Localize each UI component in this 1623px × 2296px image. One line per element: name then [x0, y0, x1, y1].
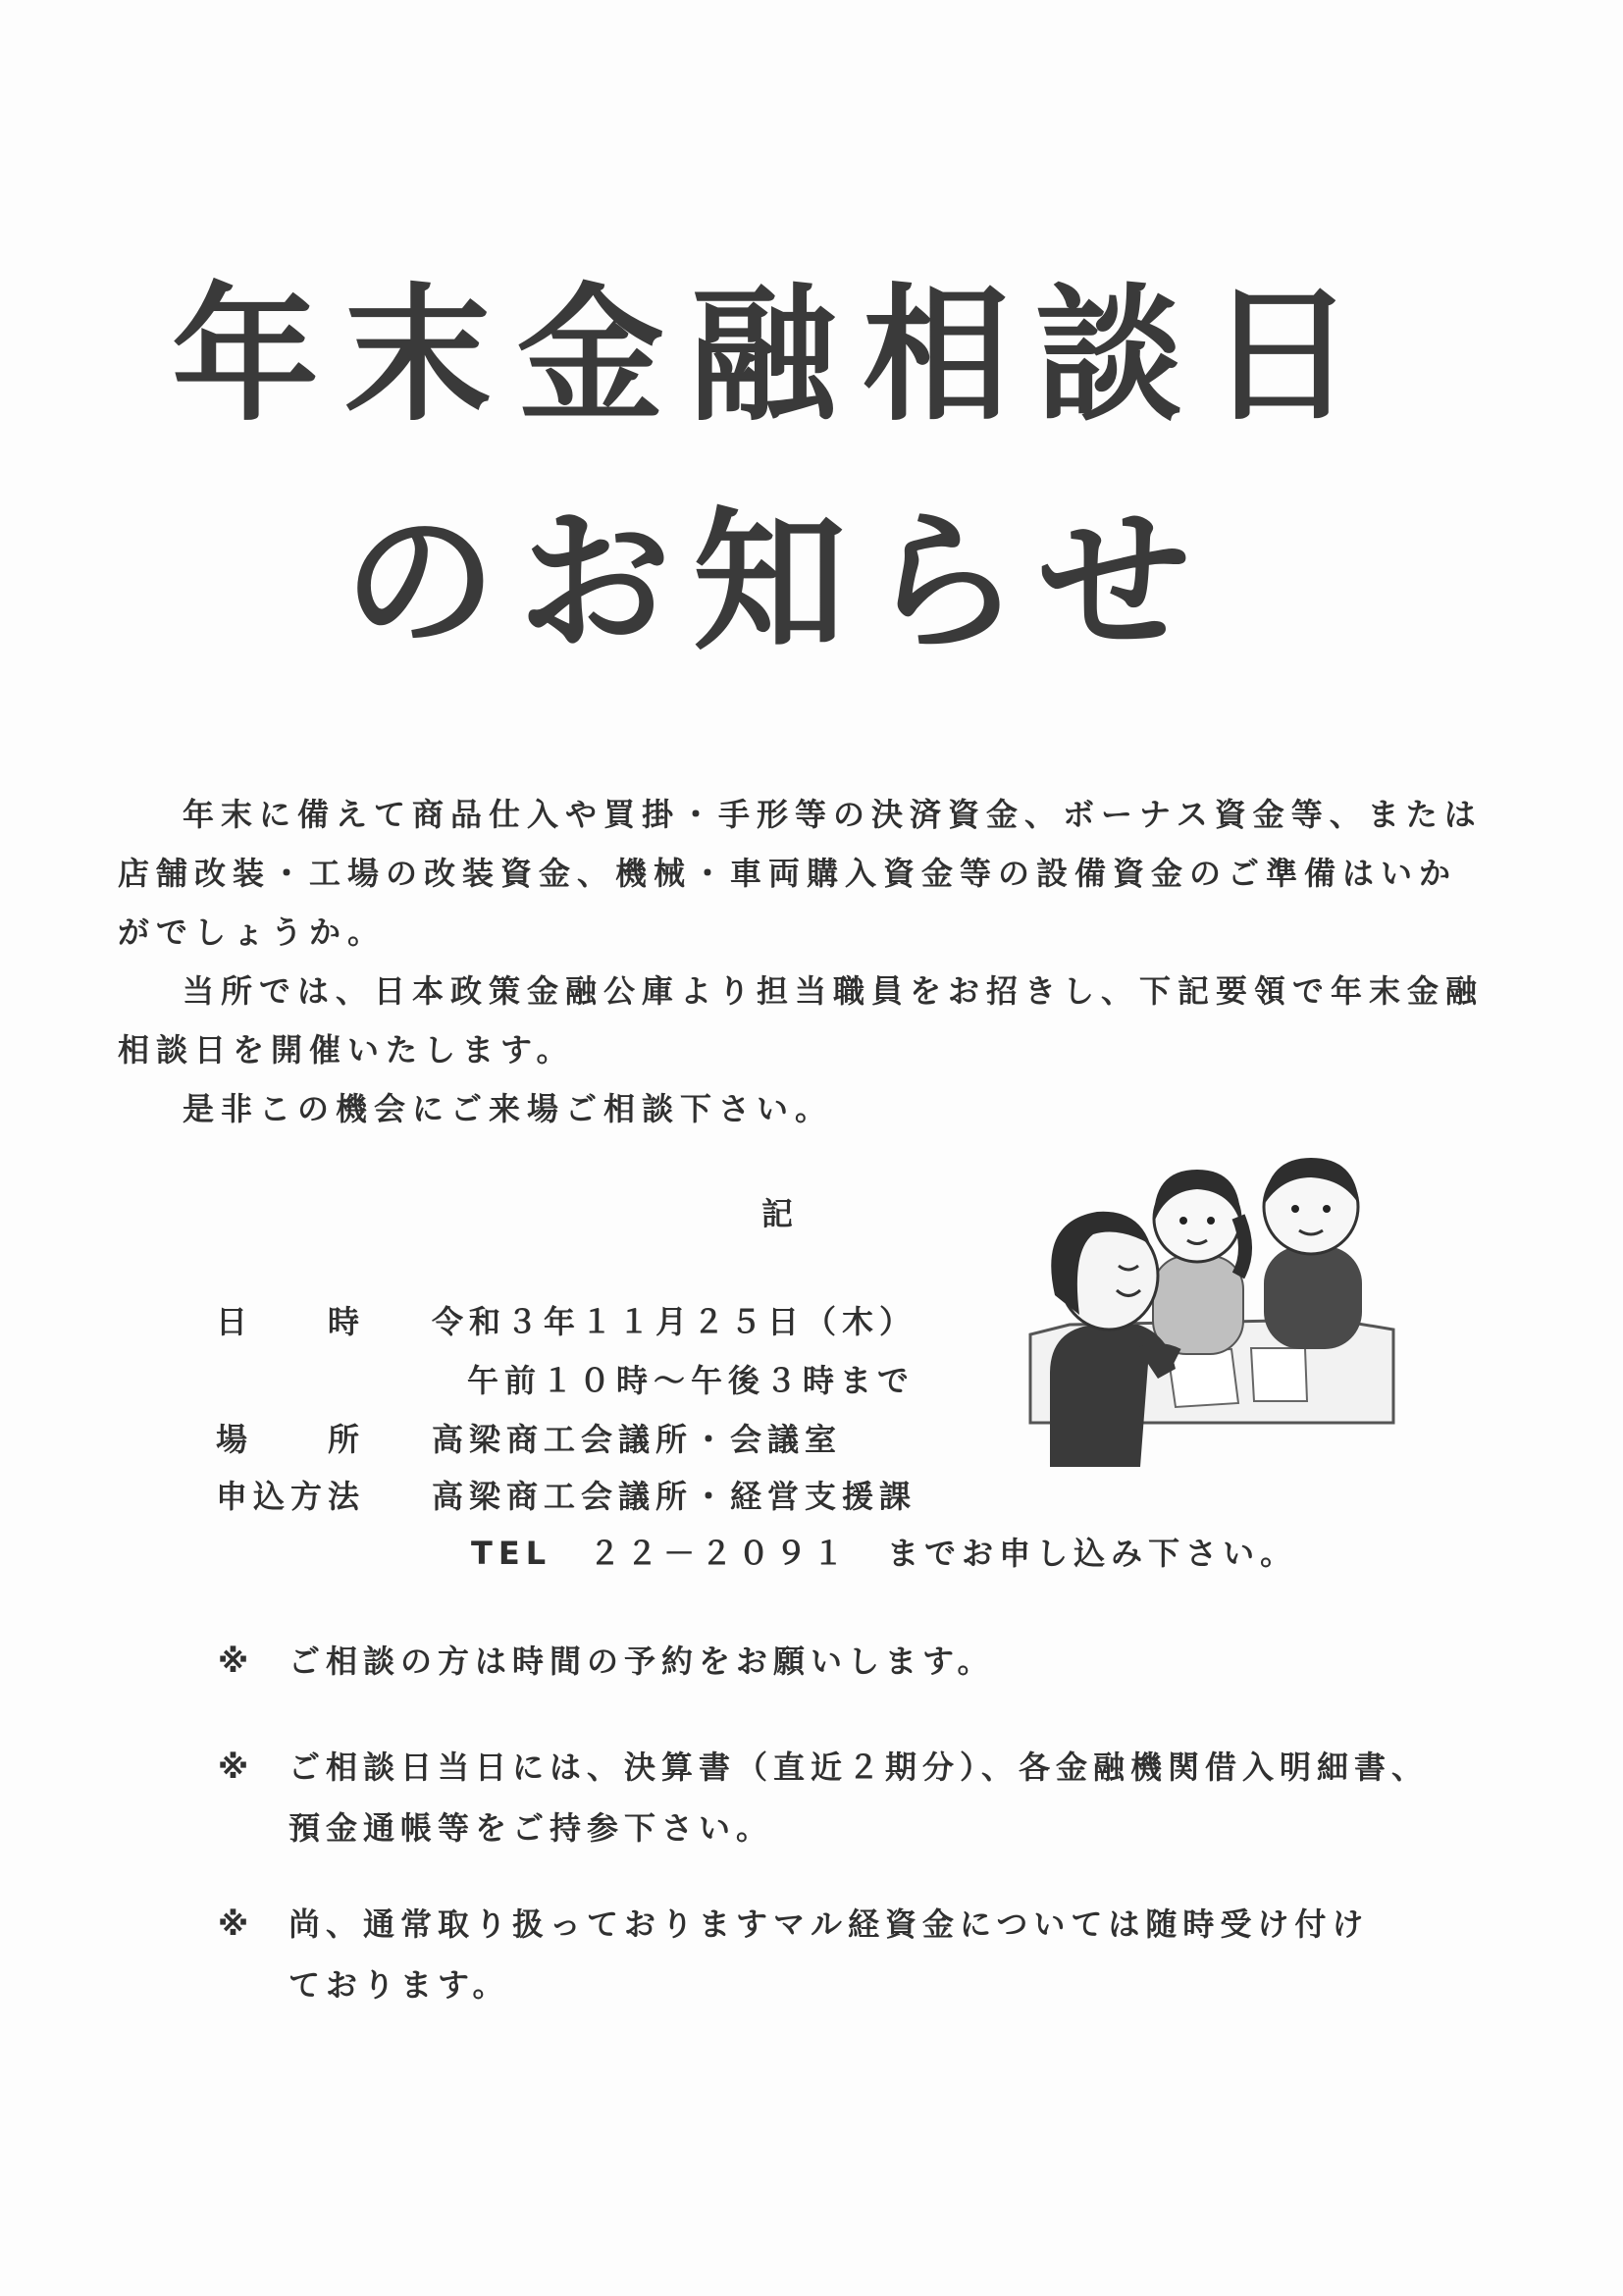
document-icon: [1168, 1349, 1238, 1407]
note-2: [218, 1737, 1493, 1858]
date-value: 令和３年１１月２５日（木）: [432, 1303, 917, 1340]
intro-line: 年末に備えて商品仕入や買掛・手形等の決済資金、ボーナス資金等、または: [183, 796, 1483, 833]
woman-body: [1153, 1256, 1243, 1354]
note-mark: ※: [218, 1643, 255, 1680]
intro-line: 相談日を開催いたします。: [118, 1031, 575, 1069]
date-label: 日 時: [216, 1303, 366, 1340]
time-value: 午前１０時～午後３時まで: [467, 1362, 916, 1399]
tel-value: TEL ２２－２０９１ までお申し込み下さい。: [471, 1535, 1298, 1572]
intro-line: 当所では、日本政策金融公庫より担当職員をお招きし、下記要領で年末金融: [183, 972, 1485, 1010]
page-subtitle: のお知らせ: [343, 493, 1213, 671]
note-mark: ※: [218, 1905, 255, 1943]
note-1: [218, 1631, 1395, 1692]
consultation-illustration: [1011, 1128, 1403, 1467]
note-text: 預金通帳等をご持参下さい。: [288, 1809, 774, 1847]
note-text: ております。: [288, 1966, 510, 2004]
place-value: 高梁商工会議所・会議室: [432, 1421, 843, 1458]
intro-line: 店舗改装・工場の改装資金、機械・車両購入資金等の設備資金のご準備はいか: [118, 855, 1458, 892]
note-text: ご相談日当日には、決算書（直近２期分）、各金融機関借入明細書、: [288, 1748, 1430, 1786]
document-icon: [1251, 1348, 1307, 1401]
page-title: 年末金融相談日: [172, 271, 1382, 442]
intro-line: がでしょうか。: [118, 913, 387, 951]
intro-text: [118, 785, 1485, 1138]
intro-line: 是非この機会にご来場ご相談下さい。: [183, 1090, 834, 1127]
apply-label: 申込方法: [216, 1478, 366, 1515]
note-3: [218, 1894, 1493, 2015]
note-text: 尚、通常取り扱っておりますマル経資金については随時受け付け: [288, 1905, 1370, 1943]
note-text: ご相談の方は時間の予約をお願いします。: [288, 1643, 995, 1680]
apply-value: 高梁商工会議所・経営支援課: [432, 1478, 917, 1515]
man-body: [1264, 1246, 1362, 1349]
ki-heading: 記: [761, 1195, 794, 1232]
note-mark: ※: [218, 1748, 255, 1786]
place-label: 場 所: [216, 1421, 366, 1458]
